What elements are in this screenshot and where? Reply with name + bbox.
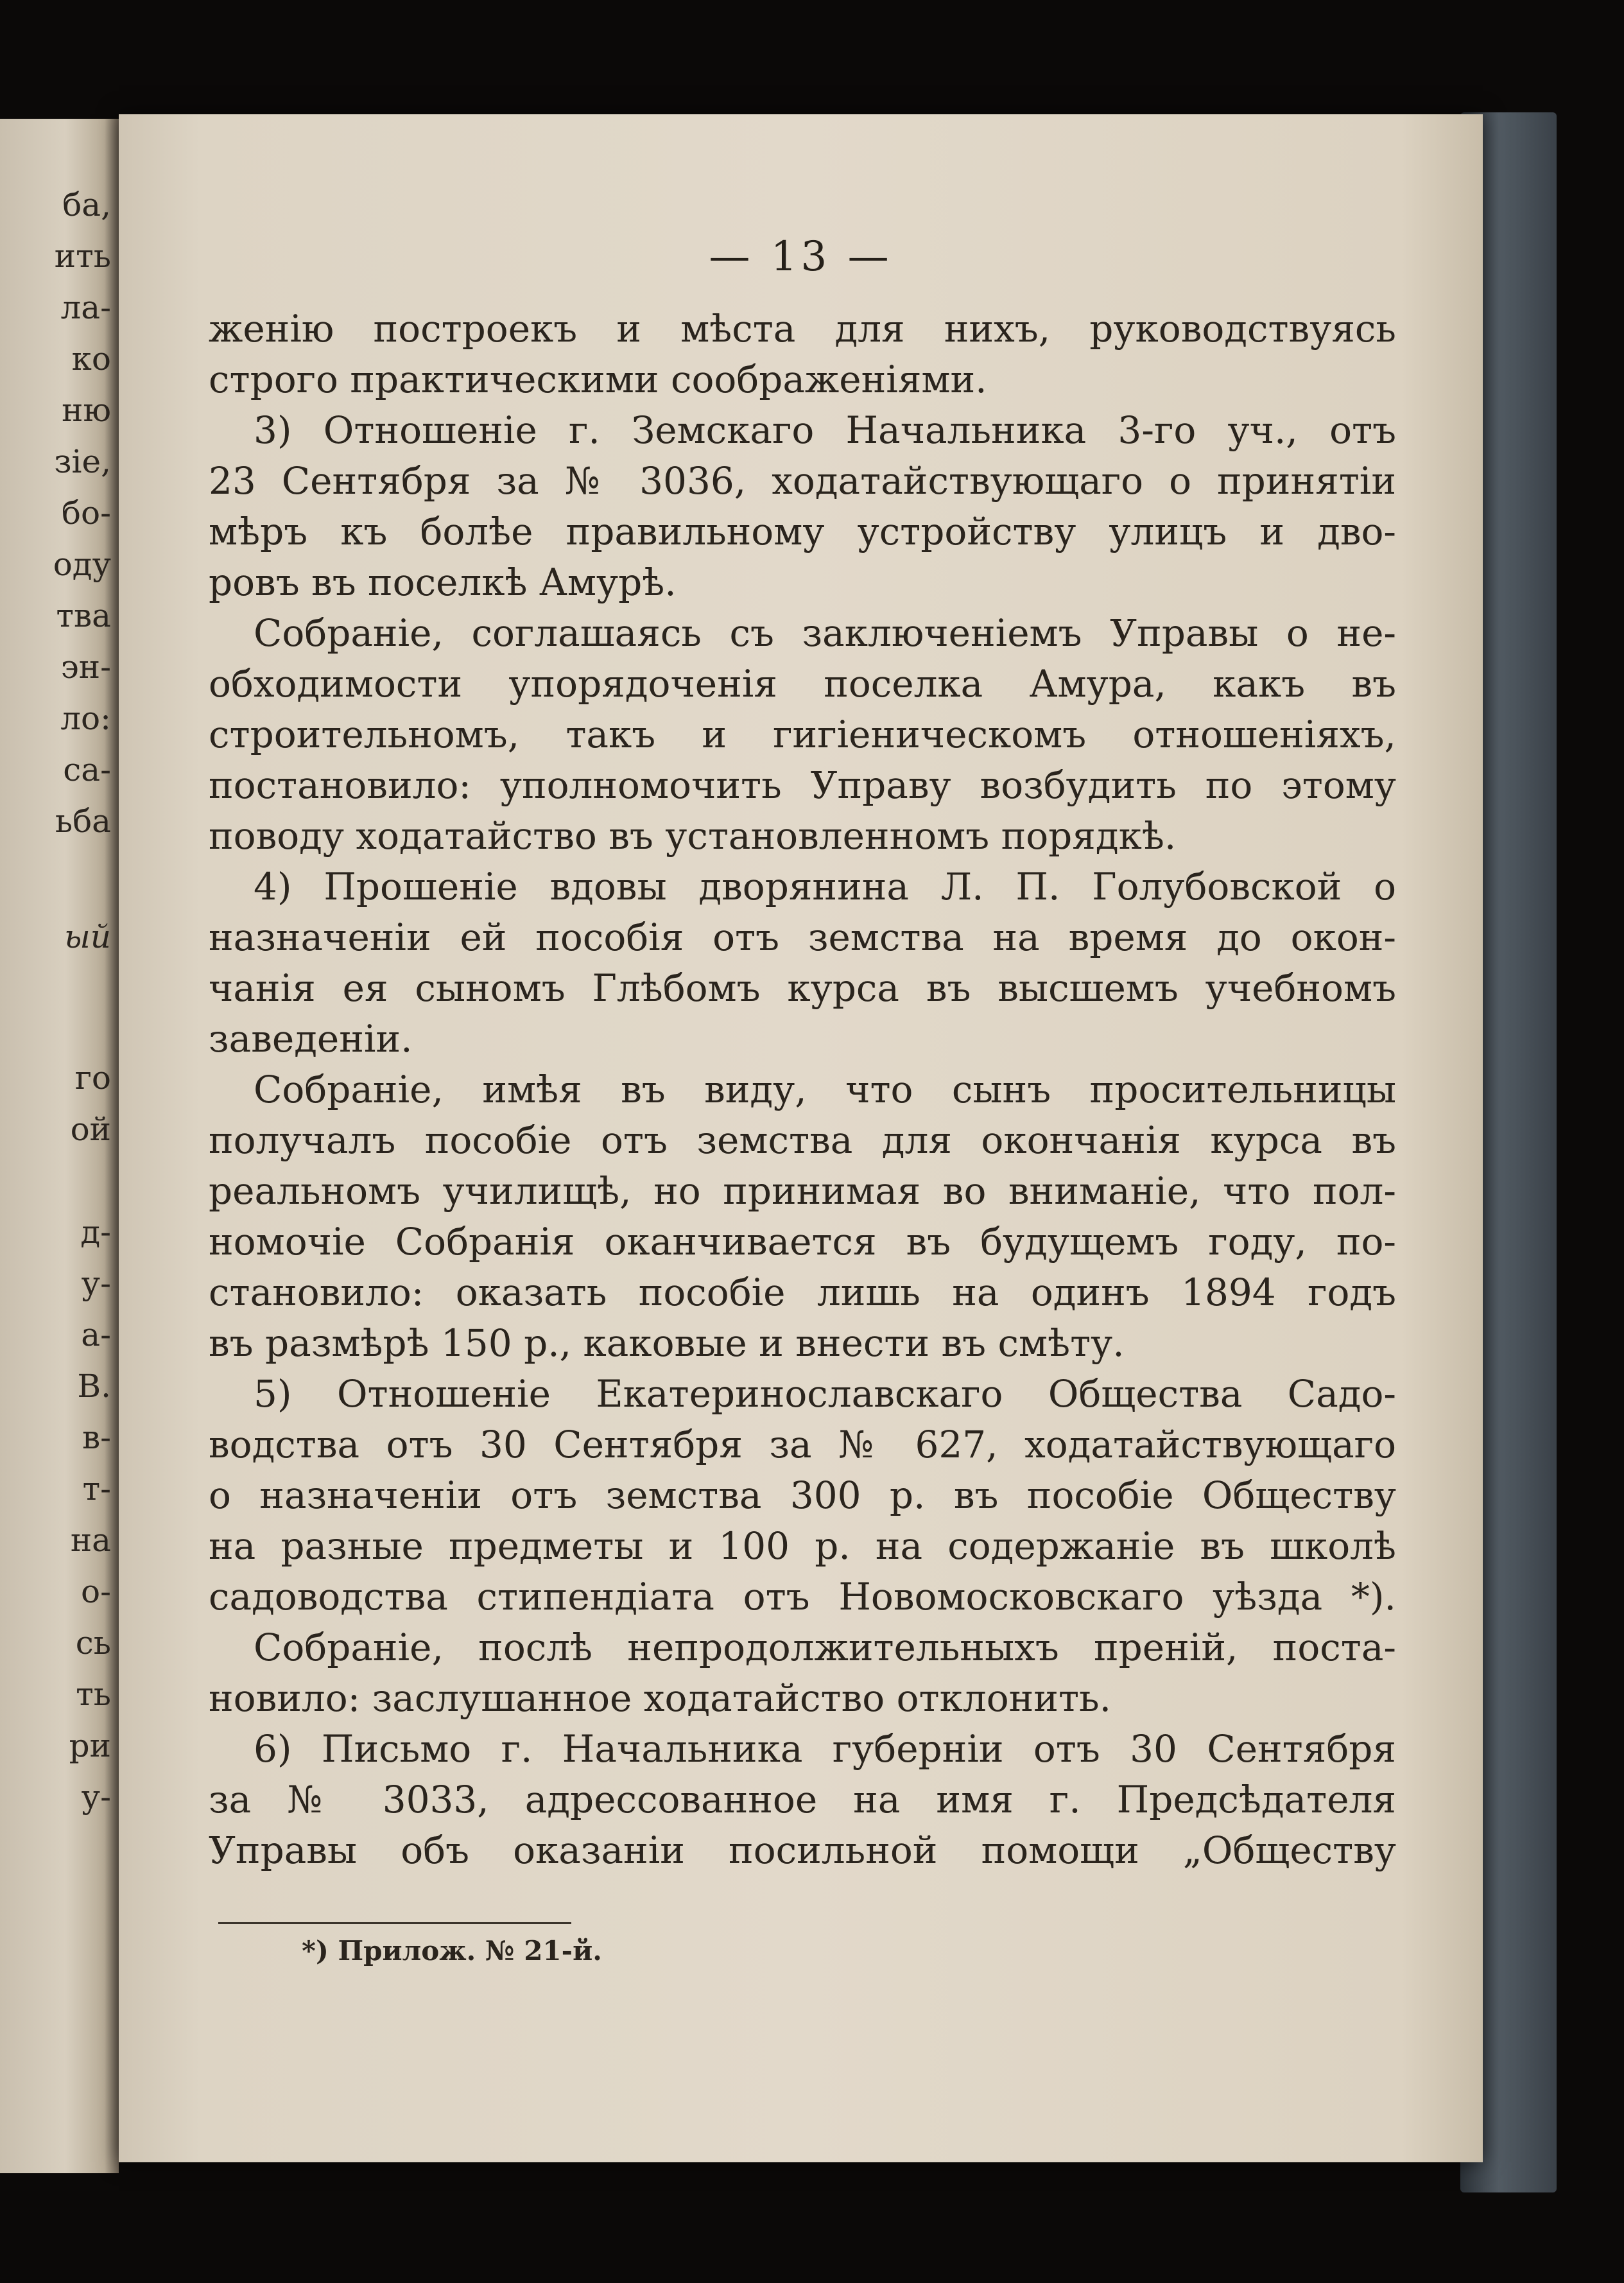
text-line: въ размѣрѣ 150 р., каковые и внести въ смѣту. [209,1321,1125,1365]
previous-page-fragment: т- [82,1470,111,1507]
previous-page-fragment: В. [77,1367,111,1405]
previous-page-fragment: ьба [55,803,111,840]
previous-page-fragment: зіе, [54,443,111,480]
text-line: обходимости упорядоченія поселка Амура, какъ въ [209,662,1396,706]
text-line: номочіе Собранія оканчивается въ будущемъ году, по- [209,1220,1396,1263]
previous-page-fragment: ба, [62,186,111,223]
text-line: на разные предметы и 100 р. на содержаніе въ школѣ [209,1524,1396,1568]
previous-page-edge [0,119,119,2173]
text-line: Собраніе, соглашаясь съ заключеніемъ Управы о не- [254,611,1396,655]
previous-page-fragment: ко [71,340,111,378]
previous-page-fragment: тва [56,597,111,634]
text-line: за № 3033, адрессованное на имя г. Предсѣдателя [209,1778,1396,1821]
previous-page-fragment: ый [64,918,111,955]
text-line: садоводства стипендіата отъ Новомосковскаго уѣзда *). [209,1575,1396,1619]
previous-page-fragment: эн- [60,648,111,686]
previous-page-fragment: ой [70,1111,111,1148]
text-line: женію построекъ и мѣста для нихъ, руководствуясь [209,307,1396,351]
book-page [119,114,1483,2162]
footnote-divider [218,1922,571,1924]
text-line: 3) Отношеніе г. Земскаго Начальника 3-го уч., отъ [254,408,1396,452]
page-number: — 13 — [709,233,893,281]
text-line: поводу ходатайство въ установленномъ порядкѣ. [209,814,1177,858]
previous-page-fragment: у- [81,1778,111,1816]
text-line: ровъ въ поселкѣ Амурѣ. [209,560,677,604]
text-line: назначеніи ей пособія отъ земства на время до окон- [209,916,1396,959]
previous-page-fragment: го [74,1059,111,1097]
text-line: реальномъ училищѣ, но принимая во вниманіе, что пол- [209,1169,1396,1213]
previous-page-fragment: а- [81,1316,111,1353]
previous-page-fragment: сь [75,1624,111,1662]
previous-page-text-fragments [0,119,119,2173]
text-line: новило: заслушанное ходатайство отклонить. [209,1676,1112,1720]
text-line: 4) Прошеніе вдовы дворянина Л. П. Голубовской о [254,865,1396,908]
previous-page-fragment: ла- [60,289,111,326]
text-line: 6) Письмо г. Начальника губерніи отъ 30 Сентября [254,1727,1396,1771]
text-line: водства отъ 30 Сентября за № 627, ходатайствующаго [209,1423,1396,1466]
previous-page-fragment: ню [62,392,111,429]
previous-page-fragment: у- [81,1265,111,1302]
text-line: строительномъ, такъ и гигіеническомъ отношеніяхъ, [209,713,1396,756]
footnote: *) Прилож. № 21-й. [302,1935,602,1966]
previous-page-fragment: оду [53,546,111,583]
previous-page-fragment: в- [82,1419,111,1456]
text-line: мѣръ къ болѣе правильному устройству улицъ и дво- [209,510,1396,553]
text-line: 23 Сентября за № 3036, ходатайствующаго о принятіи [209,459,1396,503]
previous-page-fragment: ло: [60,700,111,737]
text-line: о назначеніи отъ земства 300 р. въ пособіе Обществу [209,1473,1396,1517]
page-body-text [209,304,1396,1876]
text-line: постановило: уполномочить Управу возбудить по этому [209,763,1396,807]
text-line: строго практическими соображеніями. [209,358,987,401]
text-line: становило: оказать пособіе лишь на одинъ 1894 годъ [209,1271,1396,1314]
text-line: Управы объ оказаніи посильной помощи „Обществу [209,1828,1396,1872]
previous-page-fragment: д- [80,1213,111,1251]
text-line: чанія ея сыномъ Глѣбомъ курса въ высшемъ учебномъ [209,966,1396,1010]
previous-page-fragment: бо- [61,494,111,532]
previous-page-fragment: на [70,1522,111,1559]
previous-page-fragment: о- [81,1573,111,1610]
text-line: Собраніе, имѣя въ виду, что сынъ просительницы [254,1068,1396,1111]
previous-page-fragment: са- [63,751,111,788]
previous-page-fragment: ить [54,238,111,275]
previous-page-fragment: ри [69,1727,111,1764]
text-line: 5) Отношеніе Екатеринославскаго Общества Садо- [254,1372,1396,1416]
text-line: Собраніе, послѣ непродолжительныхъ преній, поста- [254,1626,1396,1669]
text-line: получалъ пособіе отъ земства для окончанія курса въ [209,1118,1396,1162]
text-line: заведеніи. [209,1017,413,1061]
previous-page-fragment: ть [76,1676,111,1713]
